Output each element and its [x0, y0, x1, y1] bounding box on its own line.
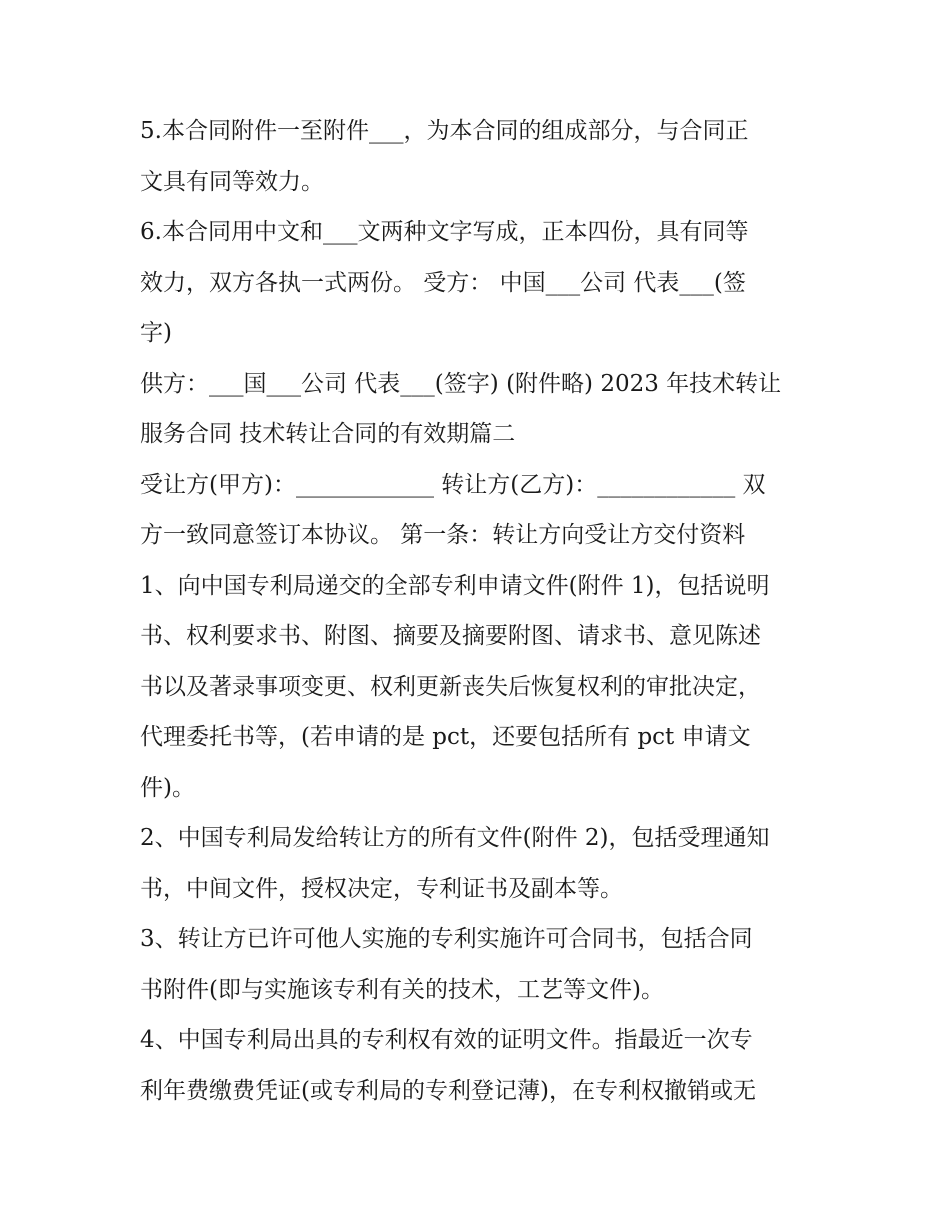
text-line: 服务合同 技术转让合同的有效期篇二	[140, 421, 516, 447]
paragraph-language-clause	[140, 207, 830, 359]
text-line: 代理委托书等，(若申请的是 pct，还要包括所有 pct 申请文	[140, 724, 751, 750]
text-line: 受让方(甲方)：____________ 转让方(乙方)：____________ 双	[140, 471, 766, 498]
text-line: 6.本合同用中文和___文两种文字写成，正本四份，具有同等	[140, 219, 749, 245]
text-line: 书以及著录事项变更、权利更新丧失后恢复权利的审批决定，	[140, 673, 761, 700]
text-line: 3、转让方已许可他人实施的专利实施许可合同书，包括合同	[140, 926, 753, 952]
text-line: 书、权利要求书、附图、摘要及摘要附图、请求书、意见陈述	[140, 623, 761, 649]
paragraph-parties-and-article-one	[140, 460, 830, 814]
text-line: 4、中国专利局出具的专利权有效的证明文件。指最近一次专	[140, 1027, 753, 1053]
paragraph-item-three	[140, 914, 830, 1015]
paragraph-supplier-signature	[140, 359, 830, 460]
text-line: 利年费缴费凭证(或专利局的专利登记薄)，在专利权撤销或无	[140, 1077, 756, 1104]
paragraph-item-four	[140, 1015, 830, 1116]
text-line: 字)	[140, 320, 172, 346]
text-line: 件)。	[140, 774, 195, 801]
paragraph-attachments-clause	[140, 106, 830, 207]
text-line: 2、中国专利局发给转让方的所有文件(附件 2)，包括受理通知	[140, 825, 770, 851]
text-line: 方一致同意签订本协议。 第一条：转让方向受让方交付资料	[140, 522, 746, 548]
text-line: 供方：___国___公司 代表___(签字) (附件略) 2023 年技术转让	[140, 370, 782, 397]
text-line: 效力，双方各执一式两份。 受方： 中国___公司 代表___(签	[140, 269, 746, 296]
text-line: 书附件(即与实施该专利有关的技术，工艺等文件)。	[140, 976, 664, 1003]
document-body	[140, 106, 830, 1116]
text-line: 文具有同等效力。	[140, 168, 324, 195]
text-line: 1、向中国专利局递交的全部专利申请文件(附件 1)，包括说明	[140, 572, 770, 599]
text-line: 5.本合同附件一至附件___，为本合同的组成部分，与合同正	[140, 118, 749, 144]
text-line: 书，中间文件，授权决定，专利证书及副本等。	[140, 875, 623, 902]
paragraph-item-two	[140, 813, 830, 914]
